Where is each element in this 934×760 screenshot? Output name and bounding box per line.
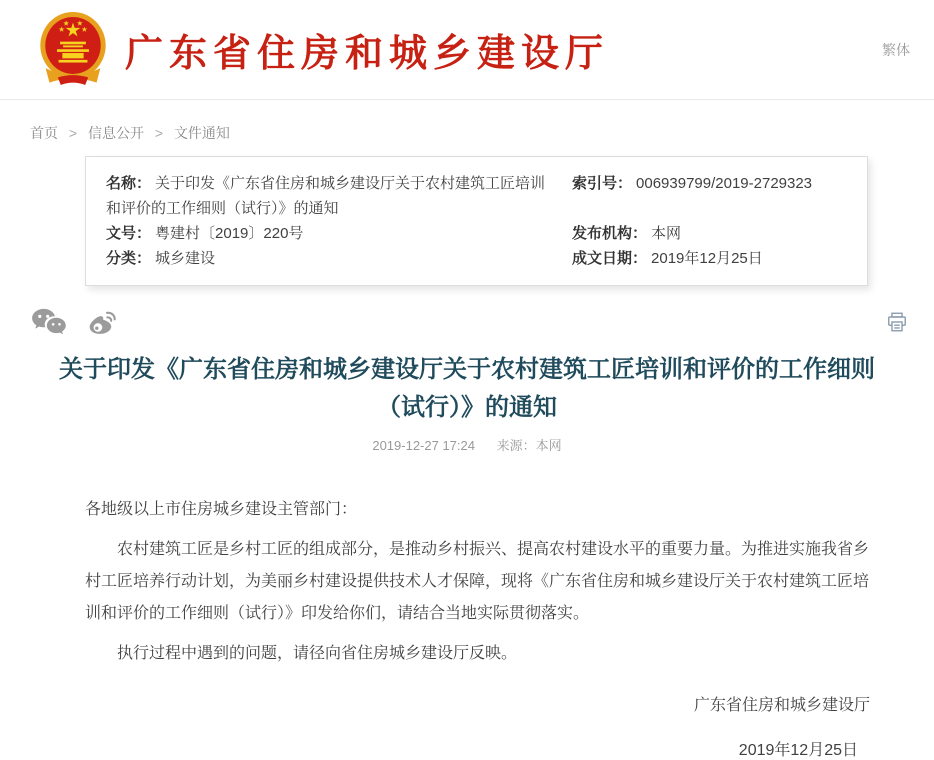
doc-date-label: 成文日期：: [572, 250, 648, 267]
salutation-paragraph: 各地级以上市住房城乡建设主管部门：: [85, 501, 358, 518]
signature-date: 2019年12月25日: [738, 742, 858, 759]
doc-name-value: 关于印发《广东省住房和城乡建设厅关于农村建筑工匠培训和评价的工作细则（试行）》的通知: [106, 175, 546, 217]
print-icon[interactable]: [886, 311, 908, 333]
doc-number-label: 文号：: [106, 225, 152, 242]
doc-date-value: 2019年12月25日: [651, 250, 763, 267]
doc-index-cell: [572, 171, 847, 221]
doc-name-cell: [106, 171, 552, 221]
doc-name-label: 名称：: [106, 175, 152, 192]
doc-category-cell: [106, 246, 552, 271]
publish-time: 2019-12-27 17:24: [372, 438, 475, 453]
doc-index-label: 索引号：: [572, 175, 633, 192]
doc-date-cell: [572, 246, 847, 271]
national-emblem-icon: [35, 10, 111, 90]
body-paragraph: 执行过程中遇到的问题，请径向省住房城乡建设厅反映。: [117, 645, 518, 662]
body-paragraph: 农村建筑工匠是乡村工匠的组成部分，是推动乡村振兴、提高农村建设水平的重要力量。为推进实施我省乡村工匠培养行动计划，为美丽乡村建设提供技术人才保障，现将《广东省住房和城乡建设厅关于农村建筑工匠培训和评价的工作细则（试行）》印发给你们，请结合当地实际贯彻落实。: [85, 541, 870, 622]
article-body: [0, 494, 934, 670]
doc-number-value: 粤建村〔2019〕220号: [155, 225, 304, 242]
breadcrumb-home[interactable]: 首页: [30, 125, 58, 141]
doc-agency-value: 本网: [651, 225, 682, 242]
breadcrumb-separator: >: [68, 125, 78, 141]
doc-index-value: 006939799/2019-2729323: [636, 175, 813, 192]
breadcrumb: [30, 123, 934, 143]
document-info-card: [85, 156, 868, 286]
source-label: 来源：: [496, 438, 536, 453]
wechat-share-icon[interactable]: [30, 307, 68, 337]
source-value: 本网: [535, 438, 562, 453]
signature-agency: 广东省住房和城乡建设厅: [693, 697, 870, 714]
traditional-chinese-link[interactable]: 繁体: [882, 41, 910, 58]
article-meta: [0, 435, 934, 454]
doc-number-cell: [106, 221, 552, 246]
article-title: [20, 351, 914, 427]
share-toolbar: [30, 307, 908, 337]
breadcrumb-info-disclosure[interactable]: 信息公开: [87, 125, 144, 141]
article-title-line1: 关于印发《广东省住房和城乡建设厅关于农村建筑工匠培训和评价的工作细则: [59, 356, 875, 383]
breadcrumb-separator: >: [154, 125, 164, 141]
article-title-line2: （试行）》的通知: [377, 394, 557, 421]
doc-category-label: 分类：: [106, 250, 152, 267]
doc-category-value: 城乡建设: [155, 250, 216, 267]
site-title: 广东省住房和城乡建设厅: [125, 33, 610, 75]
site-header: [0, 0, 934, 100]
doc-agency-cell: [572, 221, 847, 246]
breadcrumb-file-notice[interactable]: 文件通知: [173, 125, 230, 141]
doc-agency-label: 发布机构：: [572, 225, 648, 242]
weibo-share-icon[interactable]: [82, 307, 118, 337]
